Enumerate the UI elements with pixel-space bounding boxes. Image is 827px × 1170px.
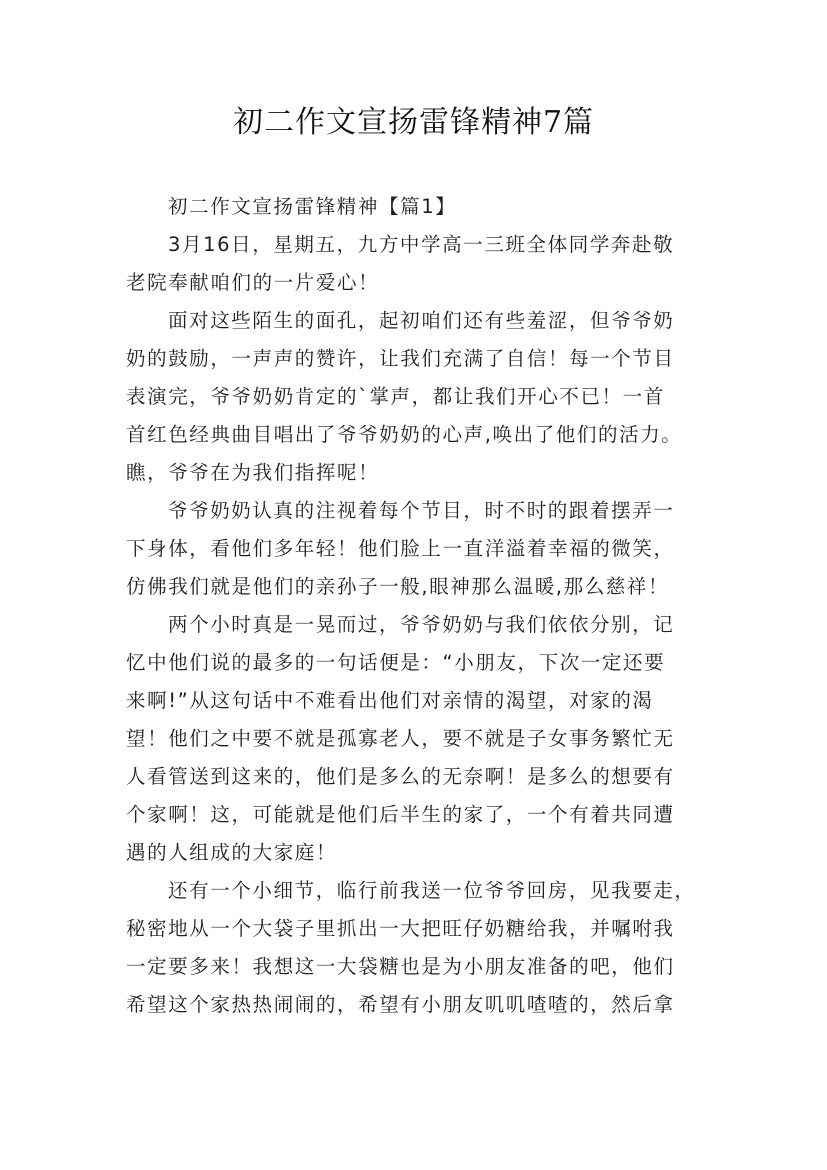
text-line: 首红色经典曲目唱出了爷爷奶奶的心声,唤出了他们的活力。 [126,423,683,446]
text-line: 遇的人组成的大家庭！ [126,841,338,864]
text-line: 秘密地从一个大袋子里抓出一大把旺仔奶糖给我，并嘱咐我 [126,917,675,940]
text-line: 望！他们之中要不就是孤寡老人，要不就是子女事务繁忙无 [126,727,675,750]
text-line: 3月16日，星期五，九方中学高一三班全体同学奔赴敬 [168,233,675,256]
text-line: 还有一个小细节，临行前我送一位爷爷回房，见我要走， [168,879,696,902]
text-line: 仿佛我们就是他们的亲孙子一般,眼神那么温暖,那么慈祥！ [126,575,670,598]
document-title: 初二作文宣扬雷锋精神7篇 [232,105,595,140]
document-body [126,188,706,1024]
section-heading: 初二作文宣扬雷锋精神【篇1】 [168,195,457,218]
text-line: 面对这些陌生的面孔，起初咱们还有些羞涩，但爷爷奶 [168,309,675,332]
text-line: 来啊!”从这句话中不难看出他们对亲情的渴望，对家的渴 [126,689,654,712]
text-line: 一定要多来！我想这一大袋糖也是为小朋友准备的吧，他们 [126,955,675,978]
text-line: 个家啊！这，可能就是他们后半生的家了，一个有着共同遭 [126,803,675,826]
text-line: 希望这个家热热闹闹的，希望有小朋友叽叽喳喳的，然后拿 [126,993,675,1016]
text-line: 忆中他们说的最多的一句话便是：“小朋友，下次一定还要 [126,651,666,674]
text-line: 下身体，看他们多年轻！他们脸上一直洋溢着幸福的微笑， [126,537,675,560]
text-line: 两个小时真是一晃而过，爷爷奶奶与我们依依分别，记 [168,613,675,636]
text-line: 奶的鼓励，一声声的赞许，让我们充满了自信！每一个节目 [126,347,675,370]
text-line: 老院奉献咱们的一片爱心！ [126,271,380,294]
text-line: 人看管送到这来的，他们是多么的无奈啊！是多么的想要有 [126,765,675,788]
text-line: 爷爷奶奶认真的注视着每个节目，时不时的跟着摆弄一 [168,499,675,522]
text-line: 瞧，爷爷在为我们指挥呢！ [126,461,380,484]
text-line: 表演完，爷爷奶奶肯定的`掌声，都让我们开心不已！一首 [126,385,665,408]
